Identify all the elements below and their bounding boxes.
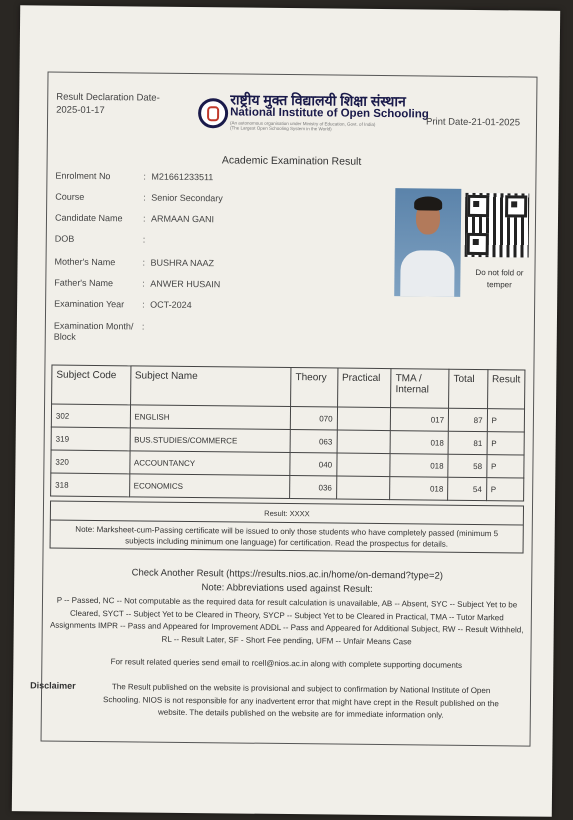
declaration-date: 2025-01-17 [56, 104, 105, 117]
certificate-note: Note: Marksheet-cum-Passing certificate will be issued to only those students who have completely passed (minimum 5 subjects including minimum one language) for certification. Read the prospectus for details. [50, 521, 524, 554]
col-tma-internal: TMA / Internal [391, 369, 449, 409]
table-header-row [52, 365, 525, 409]
col-theory: Theory [291, 368, 338, 407]
table-row: 319 BUS.STUDIES/COMMERCE 063 018 81 P [51, 427, 524, 455]
col-total: Total [449, 369, 488, 408]
page-title: Academic Examination Result [221, 154, 362, 168]
overall-result: Result: XXXX [50, 501, 524, 526]
query-email-note: For result related queries send email to rcell@nios.ac.in along with complete supporting documents [110, 657, 463, 670]
abbreviations-title: Note: Abbreviations used against Result: [201, 582, 373, 595]
table-row: 318 ECONOMICS 036 018 54 P [51, 473, 524, 501]
col-subject-name: Subject Name [130, 366, 291, 407]
declaration-label: Result Declaration Date- [56, 91, 160, 104]
logo-tagline: (An autonomous organisation under Ministry of Education, Govt. of India) (The Largest Open Schooling System in the World) [229, 120, 376, 132]
table-row: 320 ACCOUNTANCY 040 018 58 P [51, 450, 524, 478]
do-not-fold-note: Do not fold or temper [475, 267, 524, 290]
col-result: Result [487, 370, 525, 409]
check-another-result-link[interactable]: Check Another Result (https://results.nios.ac.in/home/on-demand?type=2) [131, 567, 443, 582]
print-date: Print Date-21-01-2025 [425, 116, 521, 129]
candidate-photo [394, 188, 461, 297]
abbreviations-text: P -- Passed, NC -- Not computable as the required data for result calculation is unavailable, AB -- Absent, SYC -- Subject Yet to be Cleared, SYCT -- Subject Yet to be Cleared in Theory, SYCP -- Subject Yet to be Cleared in Practical, TMA -- Tutor Marked Assignments IMPR -- Pass and Appeared for Improvement ADDL -- Pass and Appeared for Additional Subject, RW -- Result Withheld, RL -- Result Later, SF - Short Fee pending, UFM -- Unfair Means Case [49, 595, 524, 646]
col-practical: Practical [337, 368, 391, 408]
col-subject-code: Subject Code [52, 365, 131, 405]
logo-emblem-icon [198, 98, 228, 128]
marks-table [50, 365, 525, 502]
institute-name: National Institute of Open Schooling [230, 106, 429, 121]
institute-hindi-name: राष्ट्रीय मुक्त विद्यालयी शिक्षा संस्थान [230, 91, 406, 110]
result-declaration [56, 91, 160, 118]
disclaimer-text: The Result published on the website is provisional and subject to confirmation by National Institute of Open Schooling. NIOS is not responsible for any inadvertent error that might have crept in the Result published on the website. The details published on the website are for immediate information only. [103, 682, 499, 720]
table-row: 302 ENGLISH 070 017 87 P [51, 404, 524, 432]
result-frame: Result Declaration Date- 2025-01-17 राष्ट्रीय मुक्त विद्यालयी शिक्षा संस्थान National Institute of Open Schooling (An autonomous organisation under Ministry of Education, Govt. of India) (The Largest Open Schooling System in the World) Print Date-21-01-2025 Academic Examination Result Enrolment No : M21661233511 Course : Senior Secondary Candidate Name : ARMAAN GANI DOB : Mother's Name : BUSHRA NAAZ Father's Name : ANWER HUSAIN Examination Year : OCT-2024 Examination Month/ Block : Do not fold or temper Subject Code Subject Name Theory Practical TMA / Internal Total Result 302 ENGLISH 070 017 87 P 319 BUS.STUDIES/COMMERCE 063 018 81 P 320 ACCOUNTANCY 040 018 58 P 318 ECONOMICS 036 018 54 P Result: XXXX Note: Marksheet-cum-Passing certificate will be issued to only those students who have completely passed (minimum 5 subjects including minimum one language) for certification. Read the prospectus for details. Check Another Result (https://results.nios.ac.in/home/on-demand?type=2) Note: Abbreviations used against Result: P -- Passed, NC -- Not computable as the required data for result calculation is unavailable, AB -- Absent, SYC -- Subject Yet to be Cleared, SYCT -- Subject Yet to be Cleared in Theory, SYCP -- Subject Yet to be Cleared in Practical, TMA -- Tutor Marked Assignments IMPR -- Pass and Appeared for Improvement ADDL -- Pass and Appeared for Additional Subject, RW -- Result Withheld, RL -- Result Later, SF - Short Fee pending, UFM -- Unfair Means Case For result related queries send email to rcell@nios.ac.in along with complete supporting documents Disclaimer The Result published on the website is provisional and subject to confirmation by National Institute of Open Schooling. NIOS is not responsible for any inadvertent error that might have crept in the Result published on the website. The details published on the website are for immediate information only. [41, 71, 538, 746]
qr-code-icon [465, 193, 530, 258]
result-sheet [12, 5, 560, 817]
disclaimer-label: Disclaimer [30, 680, 76, 691]
